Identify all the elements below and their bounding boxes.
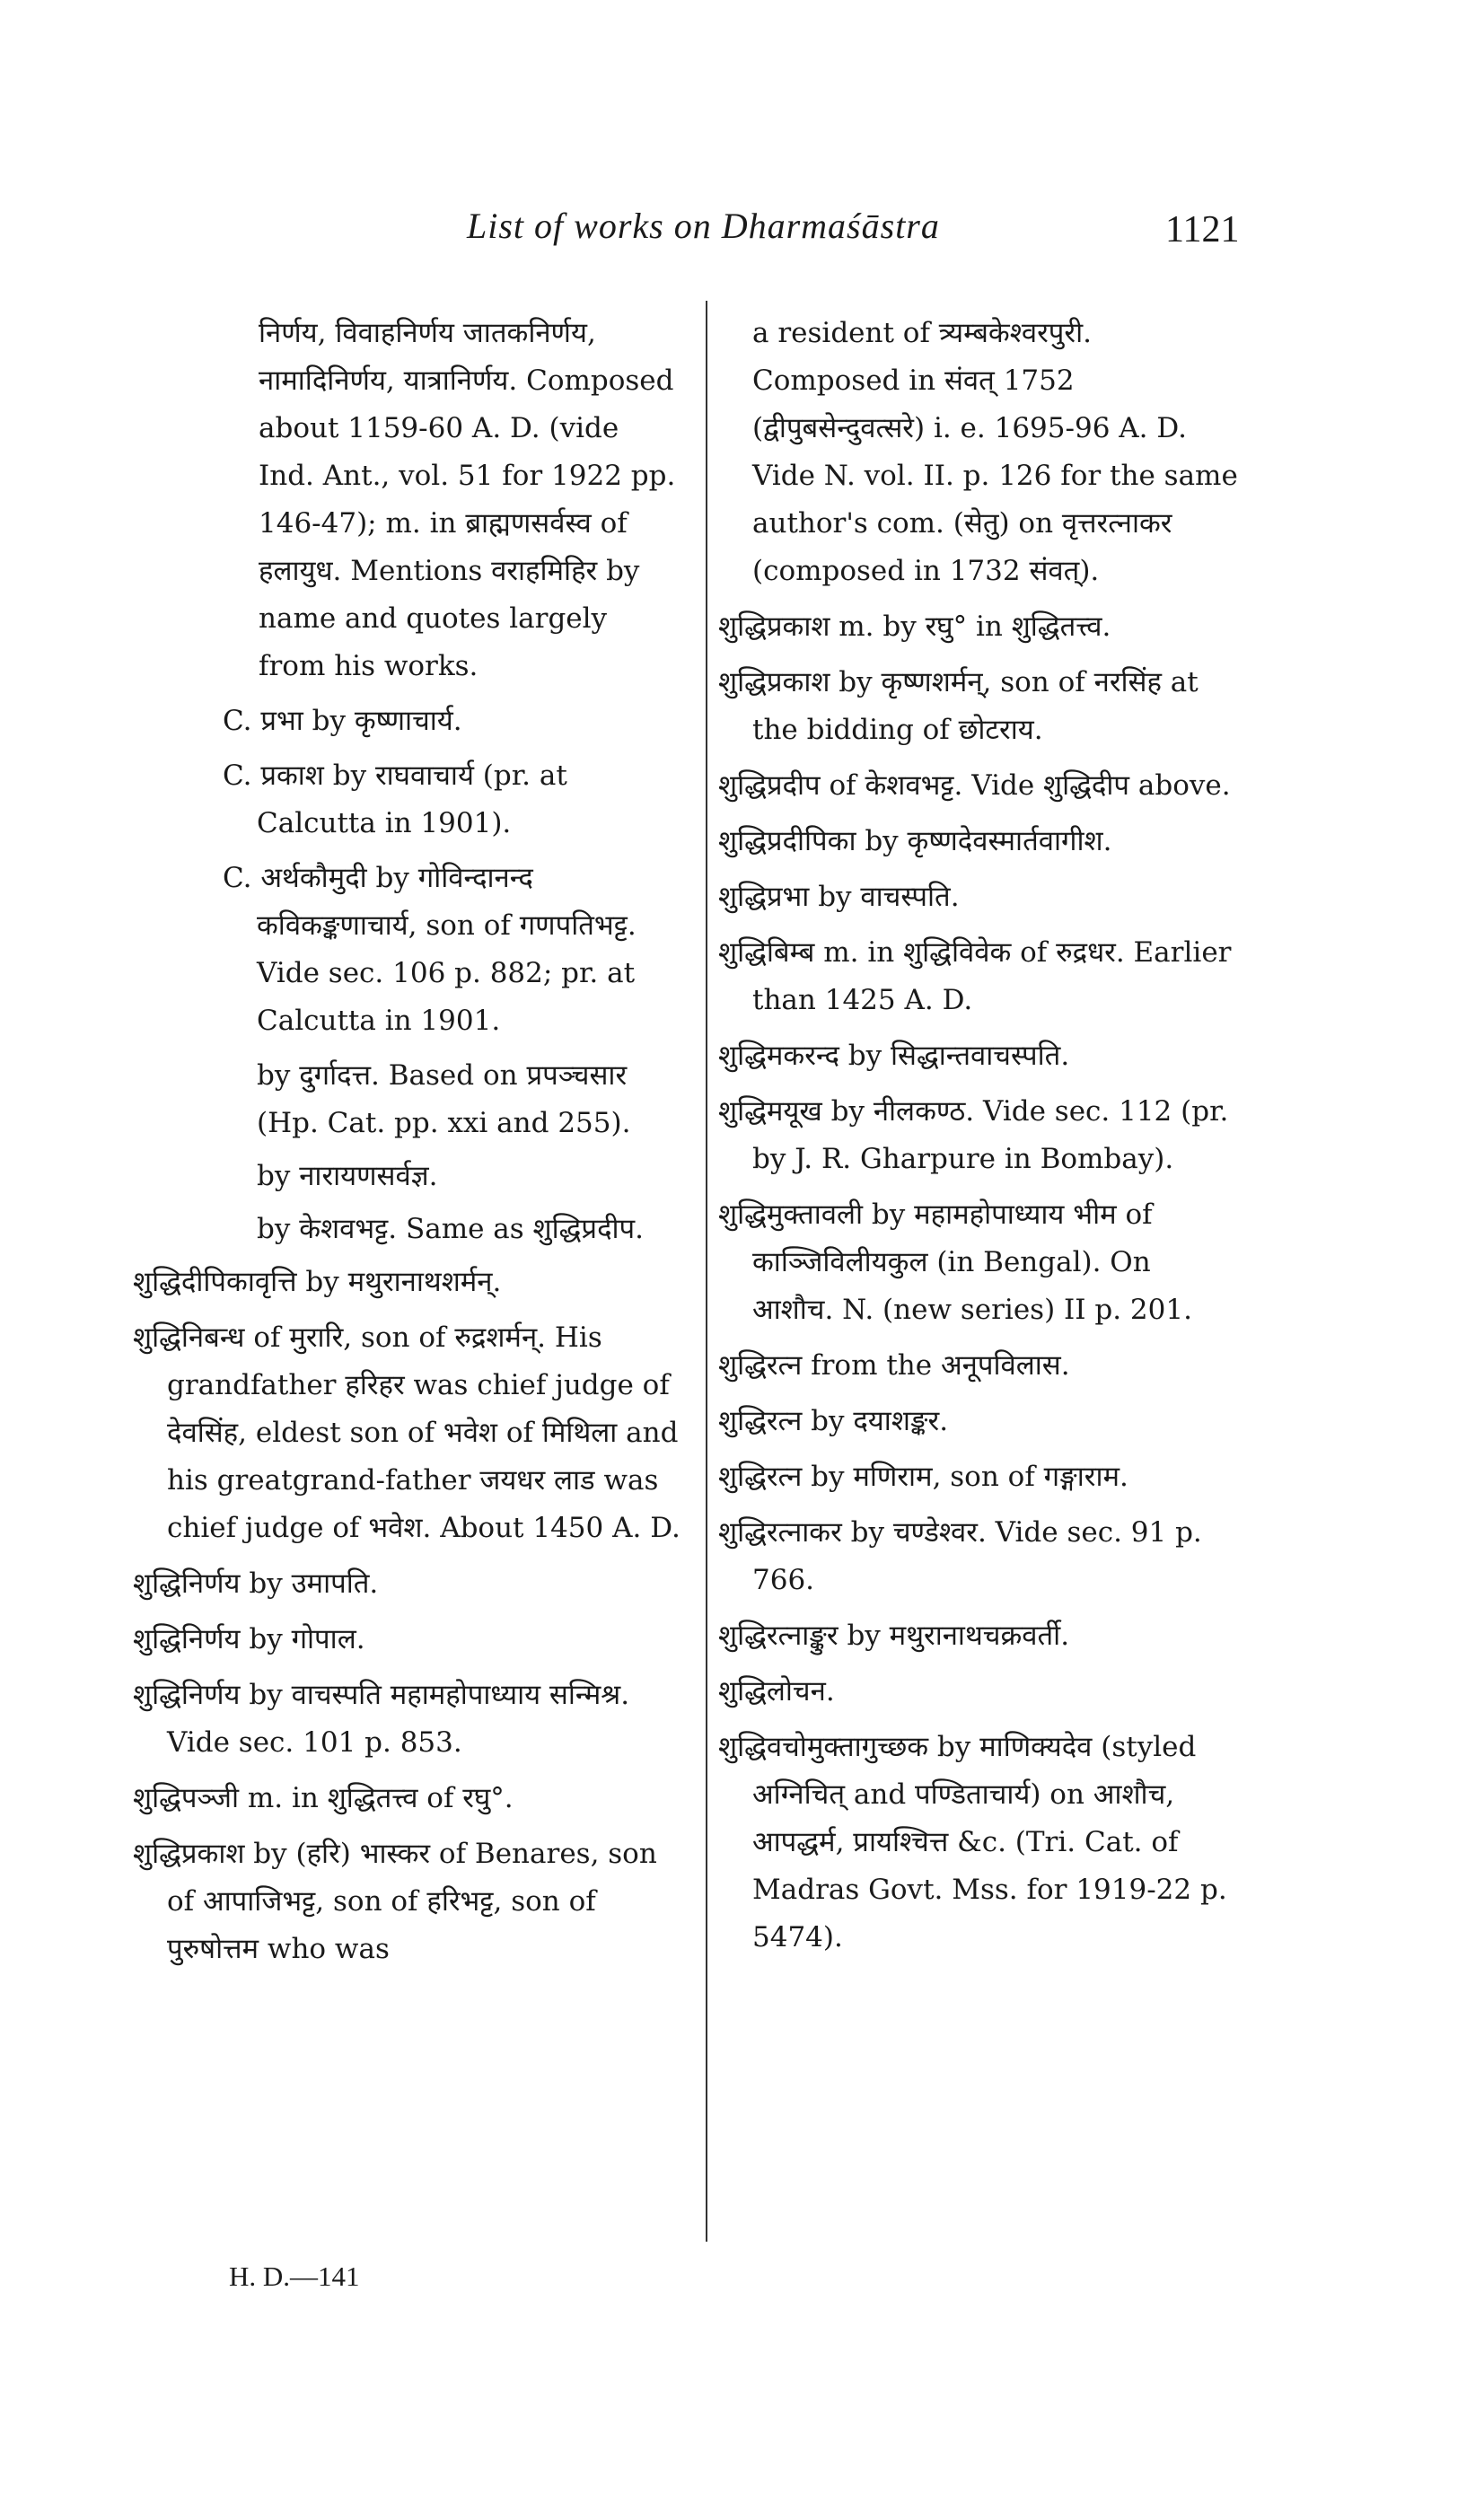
entry: शुद्धिरत्नाकर by चण्डेश्वर. Vide sec. 91 p. 766. [718,1516,1202,1596]
entry: शुद्धिदीपिकावृत्ति by मथुरानाथशर्मन्. [133,1266,502,1298]
entry: शुद्धिनिर्णय by वाचस्पति महामहोपाध्याय सन्मिश्र. Vide sec. 101 p. 853. [133,1679,630,1759]
entry: by दुर्गादत्त. Based on प्रपञ्चसार (Hp. Cat. pp. xxi and 255). [257,1059,631,1139]
left-column [133,310,681,1981]
entry: शुद्धिप्रभा by वाचस्पति. [718,881,960,913]
entry: C. अर्थकौमुदी by गोविन्दानन्द कविकङ्कणाचार्य, son of गणपतिभट्ट. Vide sec. 106 p. 882; pr. at Calcutta in 1901. [223,862,637,1037]
signature-mark: H. D.—141 [229,2261,360,2292]
entry: शुद्धिपञ्जी m. in शुद्धितत्त्व of रघु°. [133,1782,514,1814]
right-column [718,310,1239,1970]
entry: शुद्धिलोचन. [718,1675,835,1708]
column-divider [706,301,707,2242]
entry: शुद्धिनिर्णय by उमापति. [133,1567,379,1600]
entry: शुद्धिरत्न by मणिराम, son of गङ्गाराम. [718,1461,1128,1493]
entry: शुद्धिप्रदीपिका by कृष्णदेवस्मार्तवागीश. [718,825,1112,857]
entry: शुद्धिमुक्तावली by महामहोपाध्याय भीम of काञ्जिविलीयकुल (in Bengal). On आशौच. N. (new series) II p. 201. [718,1198,1192,1326]
entry: C. प्रभा by कृष्णाचार्य. [223,705,462,737]
entry: निर्णय, विवाहनिर्णय जातकनिर्णय, नामादिनिर्णय, यात्रानिर्णय. Composed about 1159-60 A. D. (vide Ind. Ant., vol. 51 for 1922 pp. 146-47); m. in ब्राह्मणसर्वस्व of हलायुध. Mentions वराहमिहिर by name and quotes largely from his works. [259,317,676,682]
entry: शुद्धिप्रदीप of केशवभट्ट. Vide शुद्धिदीप above. [718,769,1231,802]
entry: शुद्धिप्रकाश by (हरि) भास्कर of Benares, son of आपाजिभट्ट, son of हरिभट्ट, son of पुरुषोत्तम who was [133,1838,657,1965]
entry: शुद्धिरत्न by दयाशङ्कर. [718,1405,949,1437]
entry: शुद्धिनिर्णय by गोपाल. [133,1623,365,1655]
entry: शुद्धिरत्न from the अनूपविलास. [718,1349,1070,1382]
entry: C. प्रकाश by राघवाचार्य (pr. at Calcutta in 1901). [223,759,567,839]
entry: शुद्धिरत्नाङ्कुर by मथुरानाथचक्रवर्ती. [718,1620,1070,1652]
entry: शुद्धिप्रकाश by कृष्णशर्मन्, son of नरसिंह at the bidding of छोटराय. [718,666,1199,746]
running-title: List of works on Dharmaśāstra [467,206,940,246]
entry: शुद्धिप्रकाश m. by रघु° in शुद्धितत्त्व. [718,610,1111,643]
entry: by केशवभट्ट. Same as शुद्धिप्रदीप. [257,1213,645,1245]
entry: शुद्धिनिबन्ध of मुरारि, son of रुद्रशर्मन्. His grandfather हरिहर was chief judge of देवसिंह, eldest son of भवेश of मिथिला and his greatgrand-father जयधर लाड was chief judge of भवेश. About 1450 A. D. [133,1321,681,1544]
entry: शुद्धिमकरन्द by सिद्धान्तवाचस्पति. [718,1040,1070,1072]
entry: शुद्धिवचोमुक्तागुच्छक by माणिक्यदेव (styled अग्निचित् and पण्डिताचार्य) on आशौच, आपद्धर्म, प्रायश्चित्त &c. (Tri. Cat. of Madras Govt. Mss. for 1919-22 p. 5474). [718,1731,1227,1953]
entry: शुद्धिबिम्ब m. in शुद्धिविवेक of रुद्रधर. Earlier than 1425 A. D. [718,936,1232,1016]
page-number: 1121 [1165,209,1240,250]
entry: a resident of त्र्यम्बकेश्वरपुरी. Composed in संवत् 1752 (द्वीपुबसेन्दुवत्सरे) i. e. 1695-96 A. D. Vide N. vol. II. p. 126 for the same author's com. (सेतु) on वृत्तरत्नाकर (composed in 1732 संवत्). [752,317,1238,587]
entry: शुद्धिमयूख by नीलकण्ठ. Vide sec. 112 (pr. by J. R. Gharpure in Bombay). [718,1095,1229,1175]
entry: by नारायणसर्वज्ञ. [257,1160,438,1192]
